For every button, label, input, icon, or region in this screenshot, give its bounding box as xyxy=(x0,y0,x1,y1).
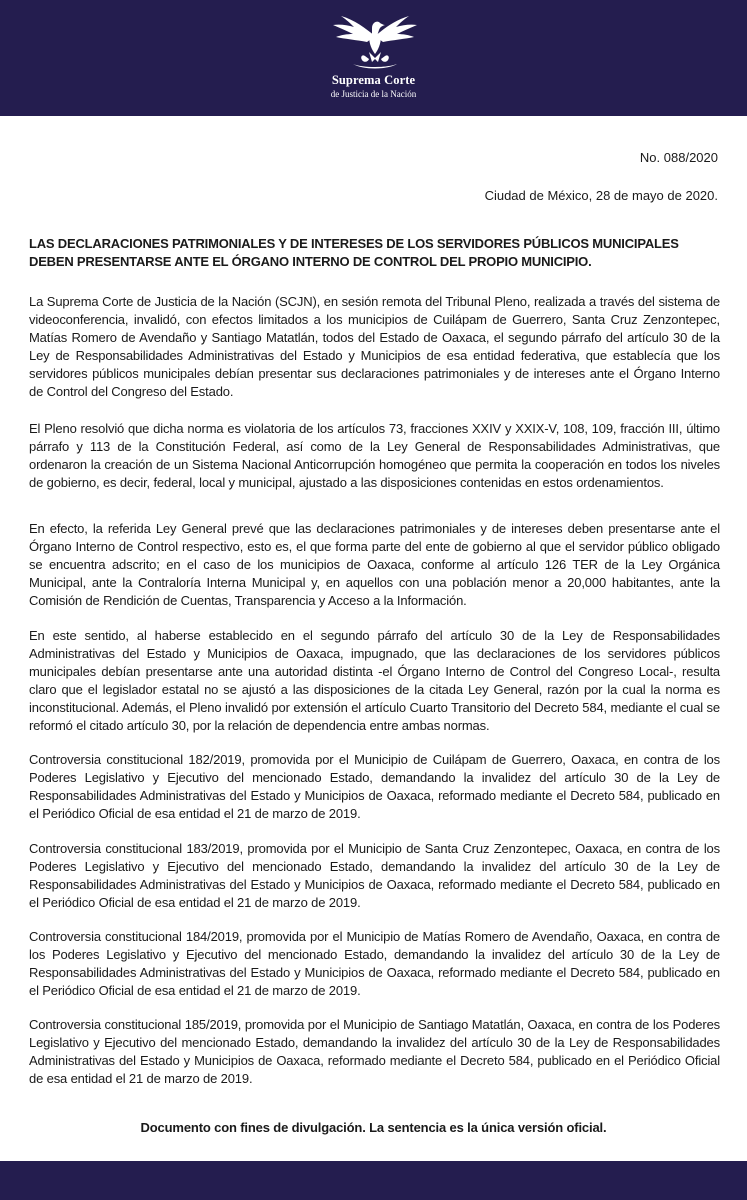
paragraph-controversy-183: Controversia constitucional 183/2019, promovida por el Municipio de Santa Cruz Zenzontepec, Oaxaca, en contra de los Poderes Legislativo y Ejecutivo del mencionado Estado, demandando la invalidez del artículo 30 de la Ley de Responsabilidades Administrativas del Estado y Municipios de Oaxaca, reformado mediante el Decreto 584, publicado en el Periódico Oficial de esa entidad el 21 de marzo de 2019. xyxy=(29,841,720,911)
paragraph-controversy-182: Controversia constitucional 182/2019, promovida por el Municipio de Cuilápam de Guerrero, Oaxaca, en contra de los Poderes Legislativo y Ejecutivo del mencionado Estado, demandando la invalidez del artículo 30 de la Ley de Responsabilidades Administrativas del Estado y Municipios de Oaxaca, reformado mediante el Decreto 584, publicado en el Periódico Oficial de esa entidad el 21 de marzo de 2019. xyxy=(29,752,720,822)
paragraph-summary: La Suprema Corte de Justicia de la Nación (SCJN), en sesión remota del Tribunal Pleno, realizada a través del sistema de videoconferencia, invalidó, con efectos limitados a los municipios de Cuilápam de Guerrero, Santa Cruz Zenzontepec, Matías Romero de Avendaño y Santiago Matatlán, todos del Estado de Oaxaca, el segundo párrafo del artículo 30 de la Ley de Responsabilidades Administrativas del Estado y Municipios de esa entidad federativa, que establecía que los servidores públicos municipales debían presentar sus declaraciones patrimoniales y de intereses ante el Órgano Interno de Control del Congreso del Estado. xyxy=(29,294,720,400)
paragraph-resolution: El Pleno resolvió que dicha norma es violatoria de los artículos 73, fracciones XXIV y XXIX-V, 108, 109, fracción III, último párrafo y 113 de la Constitución Federal, así como de la Ley General de Responsabilidades Administrativas, que ordenaron la creación de un Sistema Nacional Anticorrupción homogéneo que permita la cooperación en todos los niveles de gobierno, es decir, federal, local y municipal, ajustado a las disposiciones contenidas en estos ordenamientos. xyxy=(29,421,720,491)
document-date: Ciudad de México, 28 de mayo de 2020. xyxy=(484,188,718,203)
eagle-emblem-icon xyxy=(325,6,425,72)
header-bar xyxy=(0,0,747,116)
document-headline: LAS DECLARACIONES PATRIMONIALES Y DE INTERESES DE LOS SERVIDORES PÚBLICOS MUNICIPALES DEBEN PRESENTARSE ANTE EL ÓRGANO INTERNO DE CONTROL DEL PROPIO MUNICIPIO. xyxy=(29,236,679,269)
brand-subtitle: de Justicia de la Nación xyxy=(330,89,417,99)
paragraph-unconstitutionality: En este sentido, al haberse establecido en el segundo párrafo del artículo 30 de la Ley de Responsabilidades Administrativas del Estado y Municipios de Oaxaca, impugnado, que las declaraciones de los servidores públicos municipales debían presentarse ante una autoridad distinta -el Órgano Interno de Control del Congreso Local-, resulta claro que el legislador estatal no se ajustó a las disposiciones de la citada Ley General, razón por la cual la norma es inconstitucional. Además, el Pleno invalidó por extensión el artículo Cuarto Transitorio del Decreto 584, mediante el cual se reformó el citado artículo 30, por la relación de dependencia entre ambas normas. xyxy=(29,628,720,734)
brand-name: Suprema Corte xyxy=(331,73,416,87)
footer-bar xyxy=(0,1161,747,1200)
document-number: No. 088/2020 xyxy=(639,150,718,165)
paragraph-controversy-185: Controversia constitucional 185/2019, promovida por el Municipio de Santiago Matatlán, Oaxaca, en contra de los Poderes Legislativo y Ejecutivo del mencionado Estado, demandando la invalidez del artículo 30 de la Ley de Responsabilidades Administrativas del Estado y Municipios de Oaxaca, reformado mediante el Decreto 584, publicado en el Periódico Oficial de esa entidad el 21 de marzo de 2019. xyxy=(29,1017,720,1087)
paragraph-controversy-184: Controversia constitucional 184/2019, promovida por el Municipio de Matías Romero de Avendaño, Oaxaca, en contra de los Poderes Legislativo y Ejecutivo del mencionado Estado, demandando la invalidez del artículo 30 de la Ley de Responsabilidades Administrativas del Estado y Municipios de Oaxaca, reformado mediante el Decreto 584, publicado en el Periódico Oficial de esa entidad el 21 de marzo de 2019. xyxy=(29,929,720,999)
disclaimer-note: Documento con fines de divulgación. La sentencia es la única versión oficial. xyxy=(140,1120,607,1135)
paragraph-general-law: En efecto, la referida Ley General prevé que las declaraciones patrimoniales y de intereses deben presentarse ante el Órgano Interno de Control respectivo, esto es, el que forma parte del ente de gobierno al que el servidor público obligado se encuentra adscrito; en el caso de los municipios de Oaxaca, conforme al artículo 126 TER de la Ley Orgánica Municipal, ante la Contraloría Interna Municipal y, en aquellos con una población menor a 20,000 habitantes, ante la Comisión de Rendición de Cuentas, Transparencia y Acceso a la Información. xyxy=(29,521,720,609)
